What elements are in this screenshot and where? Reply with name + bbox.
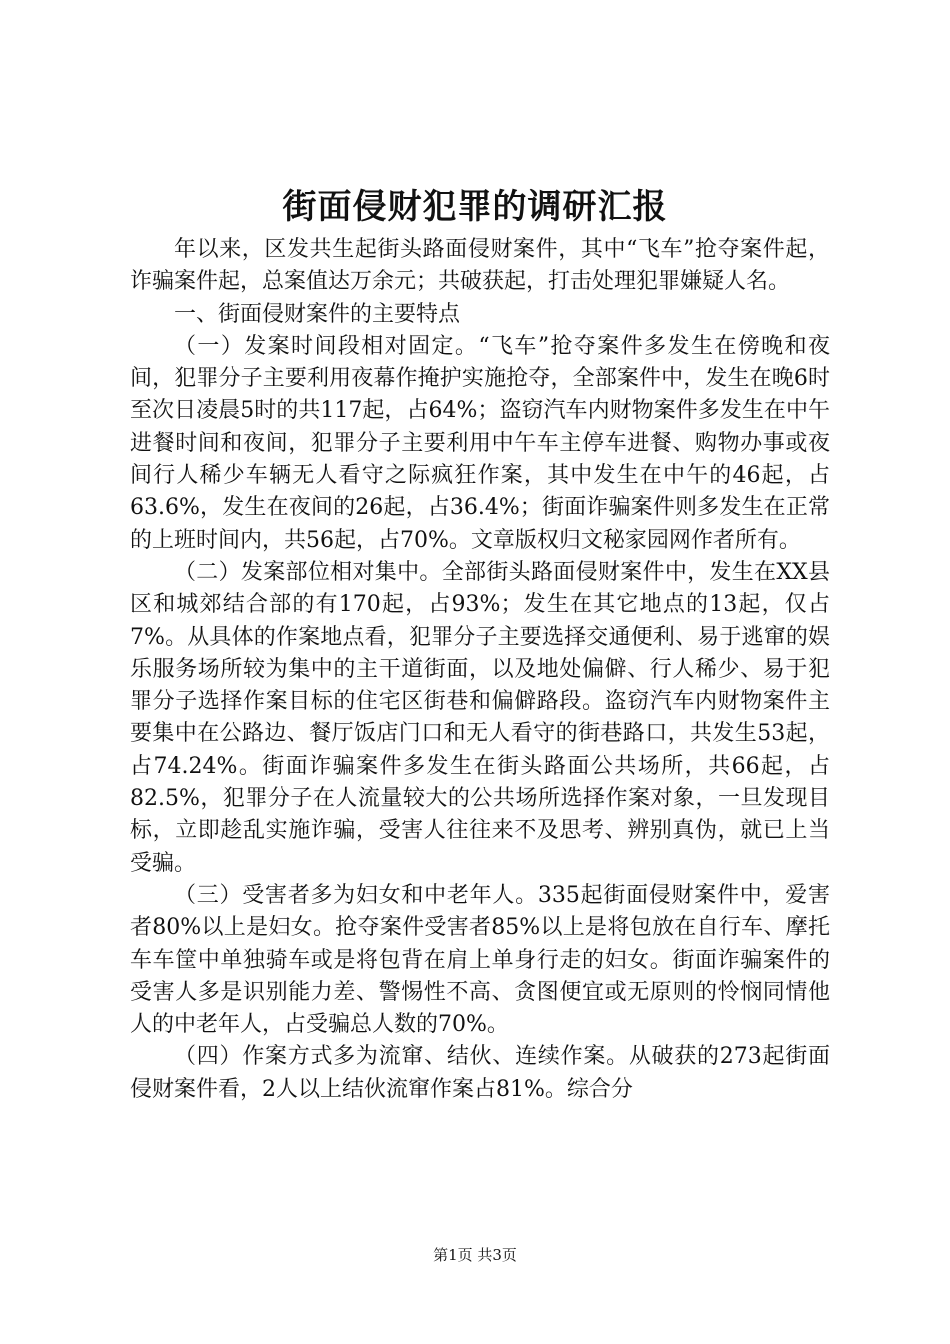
paragraph-point-1: （一）发案时间段相对固定。“飞车”抢夺案件多发生在傍晚和夜间，犯罪分子主要利用夜幕作掩护实施抢夺，全部案件中，发生在晚6时至次日凌晨5时的共117起，占64%；盗窃汽车内财物案件多发生在中午进餐时间和夜间，犯罪分子主要利用中午车主停车进餐、购物办事或夜间行人稀少车辆无人看守之际疯狂作案，其中发生在中午的46起，占63.6%，发生在夜间的26起，占36.4%；街面诈骗案件则多发生在正常的上班时间内，共56起，占70%。文章版权归文秘家园网作者所有。 bbox=[130, 333, 830, 553]
paragraph-point-4: （四）作案方式多为流窜、结伙、连续作案。从破获的273起街面侵财案件看，2人以上结伙流窜作案占81%。综合分 bbox=[130, 1044, 830, 1102]
paragraph-point-2: （二）发案部位相对集中。全部街头路面侵财案件中，发生在XX县区和城郊结合部的有170起，占93%；发生在其它地点的13起，仅占7%。从具体的作案地点看，犯罪分子主要选择交通便利、易于逃窜的娱乐服务场所较为集中的主干道街面，以及地处偏僻、行人稀少、易于犯罪分子选择作案目标的住宅区街巷和偏僻路段。盗窃汽车内财物案件主要集中在公路边、餐厅饭店门口和无人看守的街巷路口，共发生53起，占74.24%。街面诈骗案件多发生在街头路面公共场所，共66起，占82.5%，犯罪分子在人流量较大的公共场所选择作案对象，一旦发现目标，立即趁乱实施诈骗，受害人往往来不及思考、辨别真伪，就已上当受骗。 bbox=[130, 559, 830, 876]
page-number-footer: 第1页 共3页 bbox=[433, 1246, 517, 1264]
section-heading: 一、街面侵财案件的主要特点 bbox=[174, 301, 461, 327]
document-body bbox=[130, 234, 830, 1106]
paragraph-intro: 年以来，区发共生起街头路面侵财案件，其中“飞车”抢夺案件起，诈骗案件起，总案值达万余元；共破获起，打击处理犯罪嫌疑人名。 bbox=[130, 237, 830, 295]
paragraph-point-3: （三）受害者多为妇女和中老年人。335起街面侵财案件中，爱害者80%以上是妇女。抢夺案件受害者85%以上是将包放在自行车、摩托车车筐中单独骑车或是将包背在肩上单身行走的妇女。街面诈骗案件的受害人多是识别能力差、警惕性不高、贪图便宜或无原则的怜悯同情他人的中老年人，占受骗总人数的70%。 bbox=[130, 882, 830, 1038]
document-title: 街面侵财犯罪的调研汇报 bbox=[282, 187, 668, 227]
